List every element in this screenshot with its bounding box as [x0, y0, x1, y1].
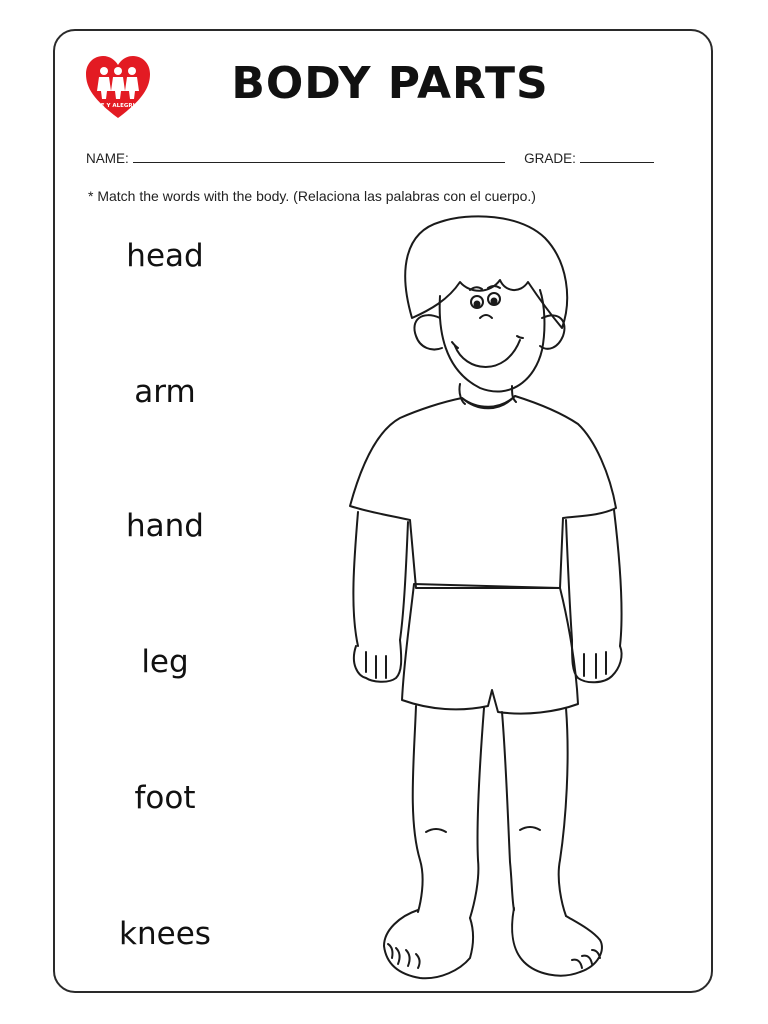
hair-outline	[405, 216, 567, 328]
left-leg	[413, 706, 484, 918]
instruction-text: * Match the words with the body. (Relaciona las palabras con el cuerpo.)	[88, 188, 536, 204]
word-hand[interactable]: hand	[126, 508, 204, 544]
grade-label: GRADE:	[524, 151, 576, 166]
shirt-outline	[350, 396, 616, 588]
grade-line[interactable]	[580, 150, 654, 163]
word-leg[interactable]: leg	[141, 644, 189, 680]
page-title: BODY PARTS	[231, 58, 549, 109]
fe-y-alegria-logo	[84, 54, 152, 122]
right-knee	[520, 827, 540, 830]
logo-text: FE Y ALEGRIA	[97, 103, 139, 109]
name-line[interactable]	[133, 150, 505, 163]
smile-mouth	[455, 340, 520, 367]
left-foot	[384, 910, 473, 978]
right-foot	[512, 908, 602, 976]
left-ear	[414, 315, 442, 349]
word-knees[interactable]: knees	[119, 916, 211, 952]
word-head[interactable]: head	[126, 238, 204, 274]
right-leg	[502, 708, 568, 916]
word-arm[interactable]: arm	[134, 374, 196, 410]
right-arm	[566, 510, 622, 646]
left-knee	[426, 829, 446, 832]
word-foot[interactable]: foot	[134, 780, 196, 816]
left-hand	[354, 640, 401, 682]
name-grade-row	[86, 150, 676, 166]
nose	[480, 315, 492, 318]
right-hand	[572, 640, 622, 682]
shorts-outline	[402, 584, 578, 714]
boy-figure-illustration	[330, 215, 640, 990]
left-arm	[353, 512, 408, 646]
name-label: NAME:	[86, 151, 129, 166]
